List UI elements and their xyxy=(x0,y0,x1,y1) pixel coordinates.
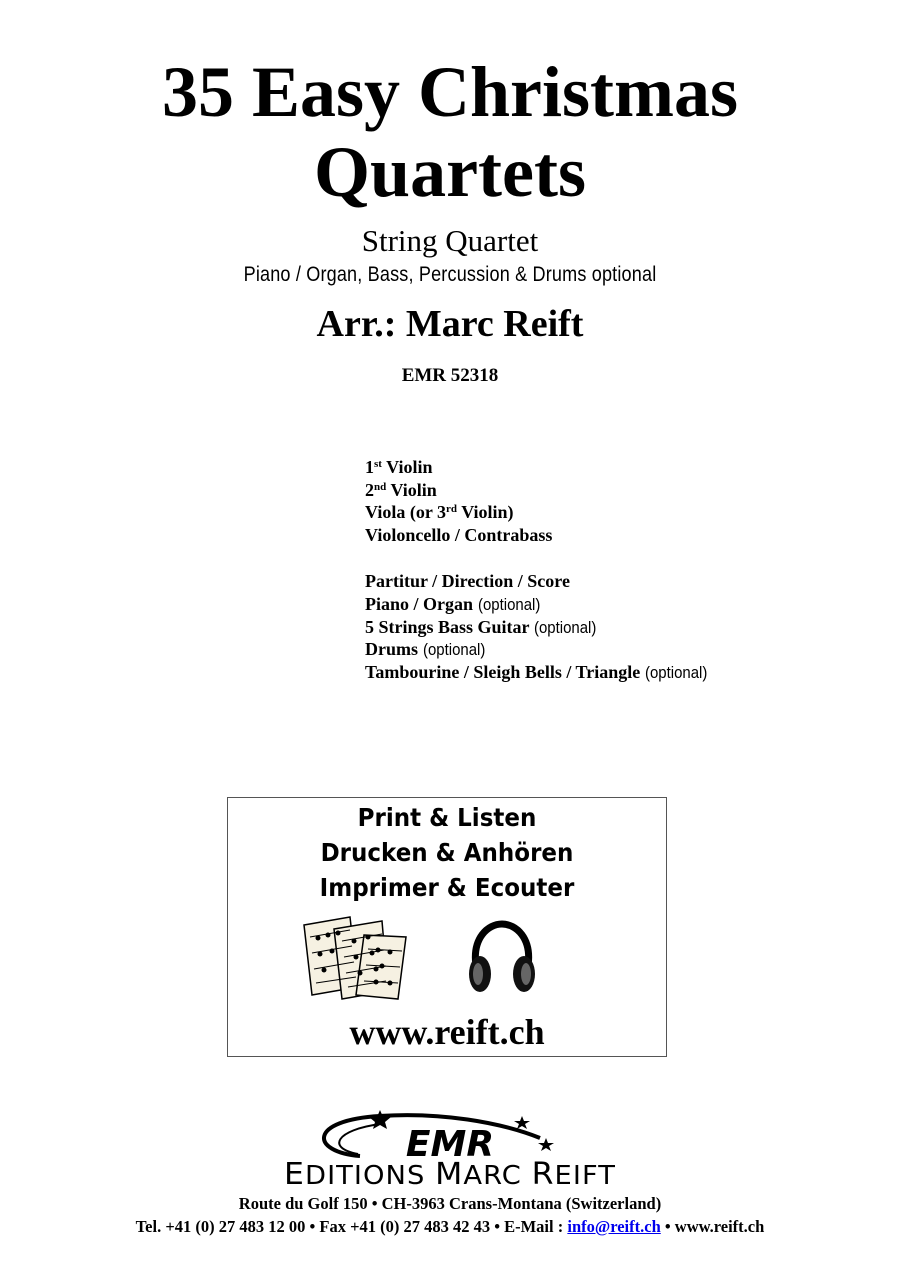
part-drums: Drums (optional) xyxy=(365,639,485,660)
promo-url: www.reift.ch xyxy=(349,1012,545,1052)
promo-line-french: Imprimer & Ecouter xyxy=(319,873,575,902)
subtitle: String Quartet xyxy=(361,223,539,258)
email-link[interactable]: info@reift.ch xyxy=(567,1217,661,1236)
part-percussion: Tambourine / Sleigh Bells / Triangle (optional) xyxy=(365,661,708,682)
headphones-icon xyxy=(466,920,538,998)
arranger: Arr.: Marc Reift xyxy=(316,303,584,345)
part-violin-1: 1st Violin xyxy=(365,457,433,477)
part-violin-2: 2nd Violin xyxy=(365,479,437,500)
optional-instruments: Piano / Organ, Bass, Percussion & Drums optional xyxy=(243,263,657,286)
publisher-name: EDITIONS MARC REIFT xyxy=(284,1157,616,1192)
print-listen-box xyxy=(227,797,667,1057)
publisher-address: Route du Golf 150 • CH-3963 Crans-Montana (Switzerland) xyxy=(238,1194,662,1213)
part-bass-guitar: 5 Strings Bass Guitar (optional) xyxy=(365,616,597,637)
promo-line-english: Print & Listen xyxy=(357,803,537,832)
title-line-2: Quartets xyxy=(314,132,586,212)
parts-list xyxy=(365,456,716,683)
catalog-number: EMR 52318 xyxy=(401,365,499,386)
part-cello: Violoncello / Contrabass xyxy=(365,524,553,545)
part-viola: Viola (or 3rd Violin) xyxy=(365,502,514,523)
page-title xyxy=(0,52,900,212)
promo-line-german: Drucken & Anhören xyxy=(320,838,574,867)
part-piano: Piano / Organ (optional) xyxy=(365,593,540,614)
sheet-music-icon xyxy=(298,913,418,1003)
title-line-1: 35 Easy Christmas xyxy=(161,52,739,132)
part-score: Partitur / Direction / Score xyxy=(365,571,570,592)
publisher-contact: Tel. +41 (0) 27 483 12 00 • Fax +41 (0) 27 483 42 43 • E-Mail : info@reift.ch • www.reift.ch xyxy=(135,1217,765,1236)
svg-text:EMR: EMR xyxy=(405,1124,495,1165)
